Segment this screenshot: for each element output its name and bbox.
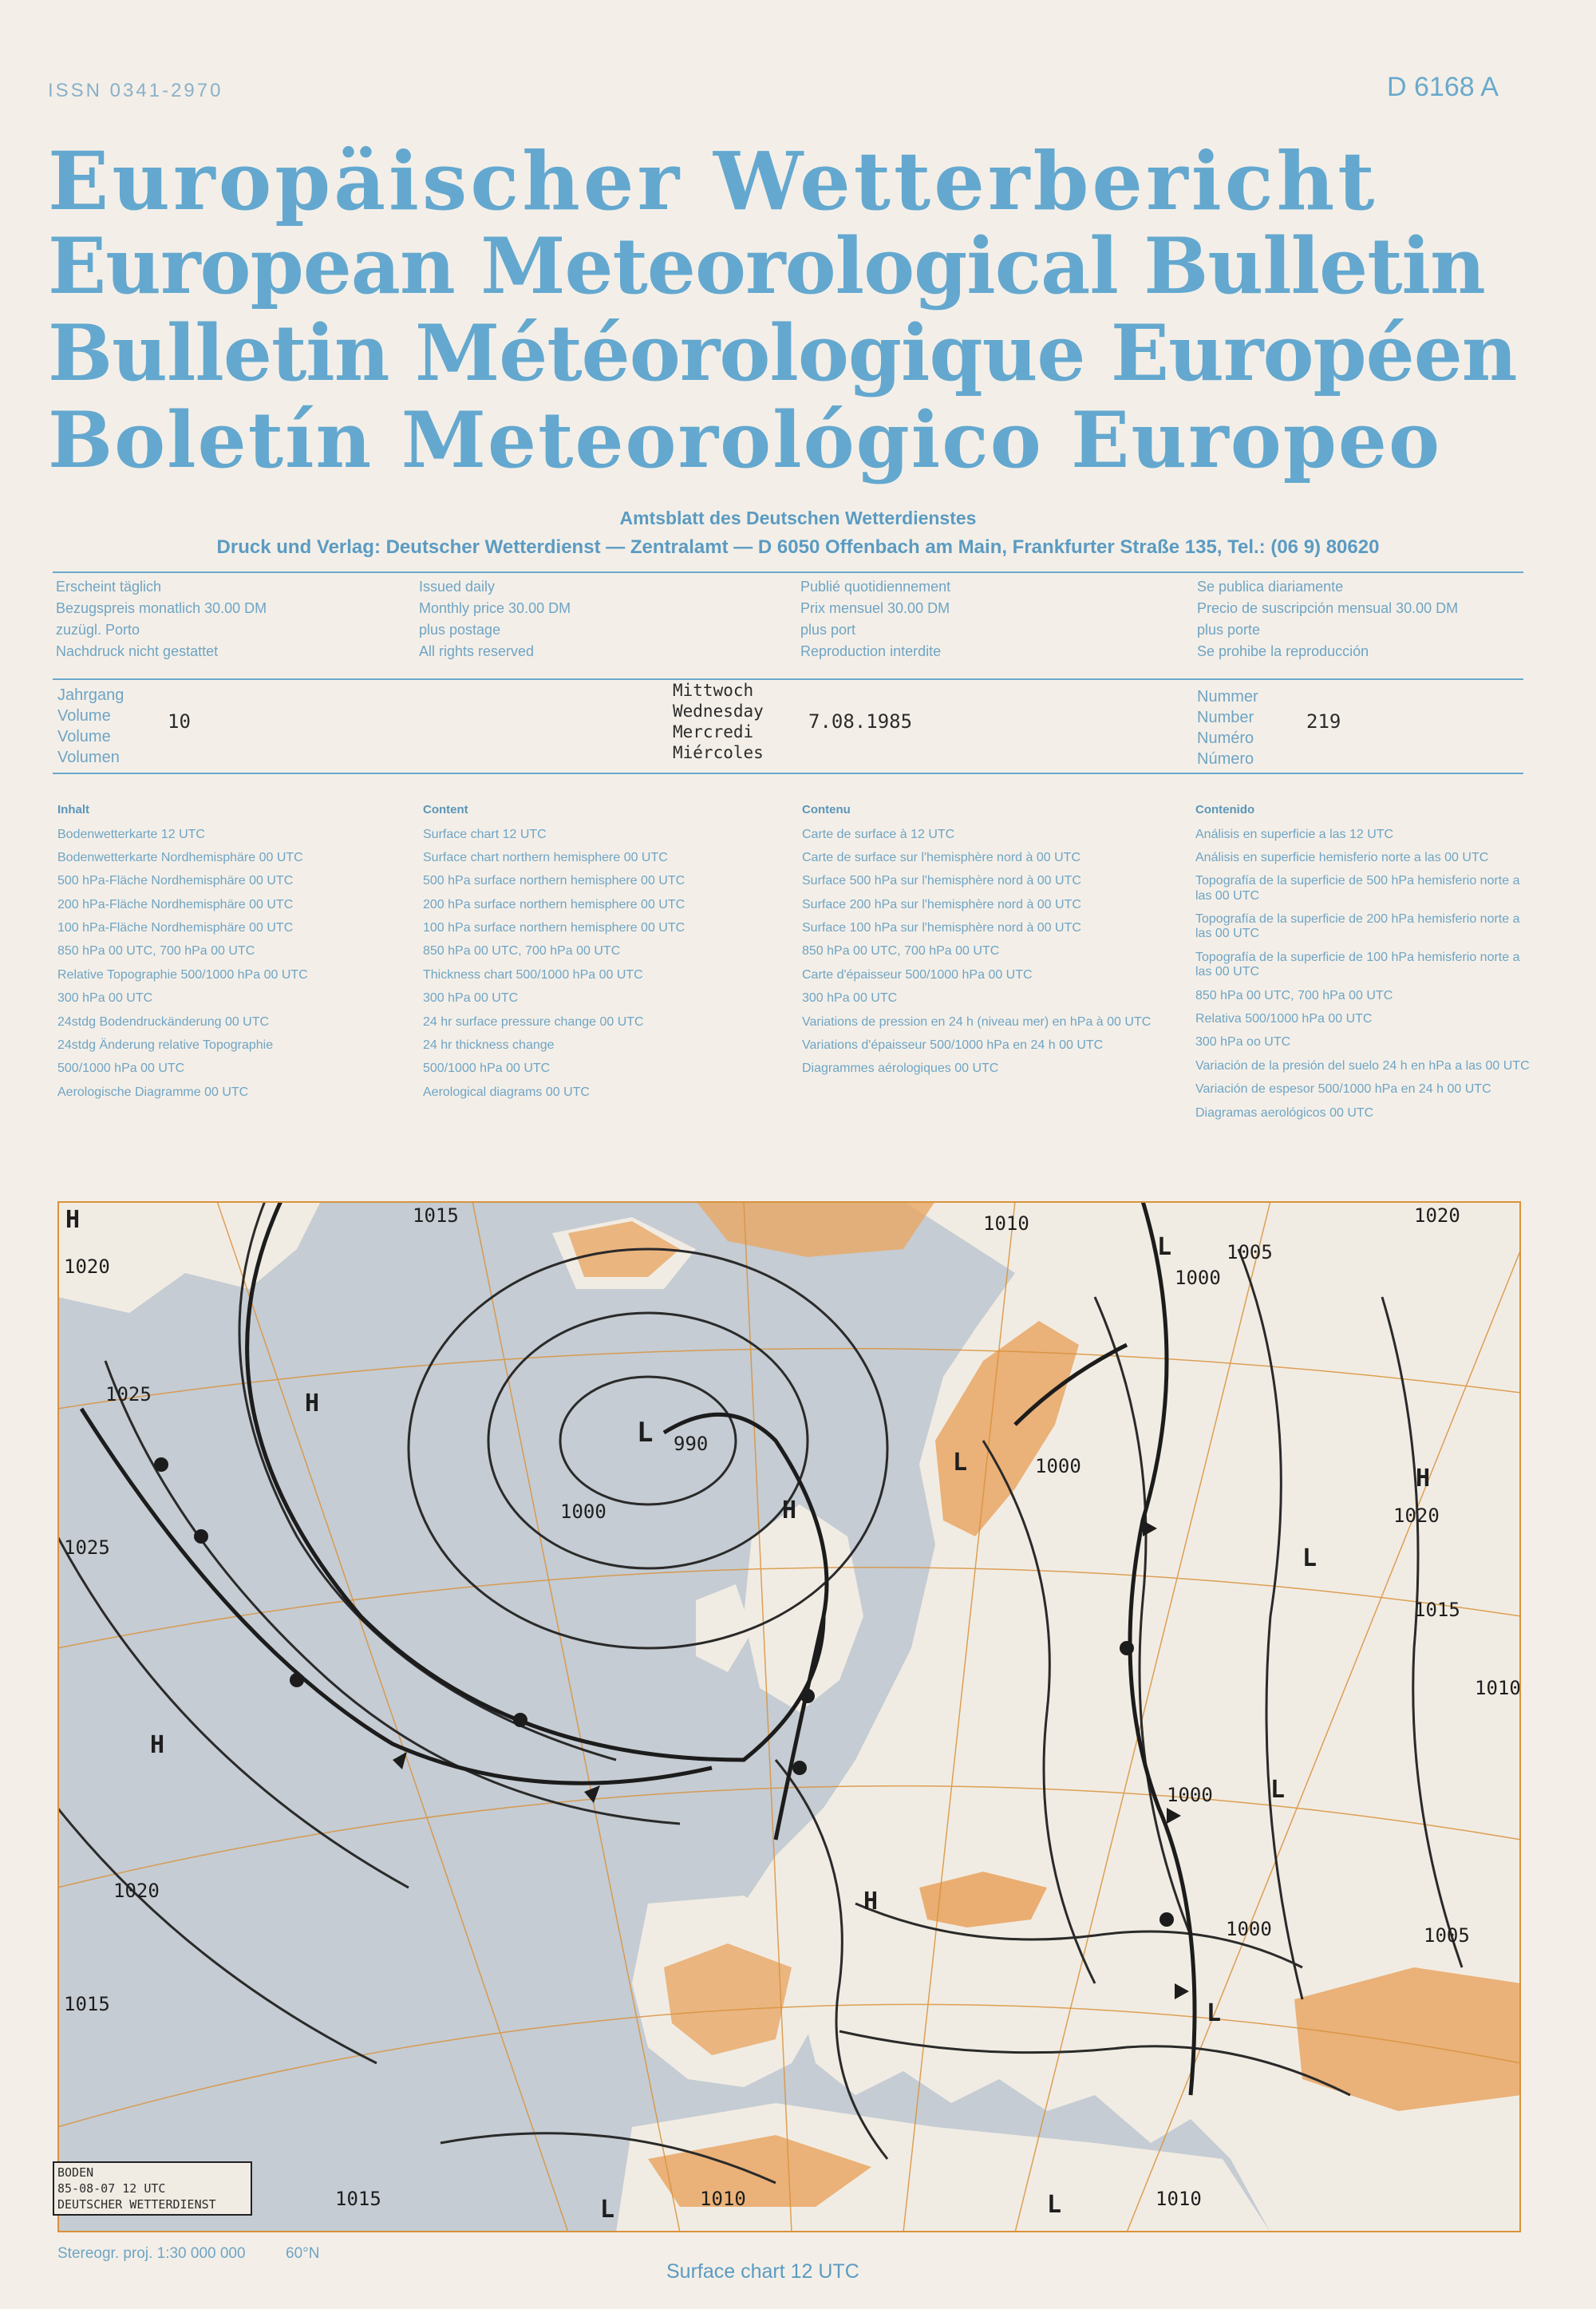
high-pressure-center: H <box>782 1497 797 1524</box>
isobar-label: 1020 <box>64 1255 110 1278</box>
low-pressure-center: L <box>1047 2191 1062 2219</box>
contents-item: Surface chart northern hemisphere 00 UTC <box>423 850 668 864</box>
contents-item: Análisis en superficie a las 12 UTC <box>1195 827 1394 841</box>
isobar-label: 1005 <box>1227 1241 1273 1263</box>
isobar-label: 1000 <box>1175 1267 1221 1289</box>
contents-item: Carte d'épaisseur 500/1000 hPa 00 UTC <box>802 967 1033 982</box>
isobar-label: 1005 <box>1424 1924 1470 1947</box>
isobar-label: 1025 <box>105 1383 152 1406</box>
title-german: Europäischer Wetterbericht <box>48 134 1378 228</box>
high-pressure-center: H <box>1416 1465 1431 1493</box>
contents-item: Diagrammes aérologiques 00 UTC <box>802 1062 999 1076</box>
high-pressure-center: H <box>305 1390 320 1417</box>
isobar-label: 1015 <box>64 1993 110 2015</box>
contents-column-english <box>423 798 758 1109</box>
day-labels: Mittwoch Wednesday Mercredi Miércoles <box>673 681 764 762</box>
isobar-label: 1015 <box>1414 1599 1460 1621</box>
contents-item: Aerological diagrams 00 UTC <box>423 1085 590 1099</box>
info-column-french: Publié quotidiennement Prix mensuel 30.00 DM plus port Reproduction interdite <box>800 579 951 659</box>
contents-item: Surface chart 12 UTC <box>423 827 547 841</box>
isobar-label: 1010 <box>1475 1677 1521 1699</box>
info-column-german: Erscheint täglich Bezugspreis monatlich 30.00 DM zuzügl. Porto Nachdruck nicht gestattet <box>56 579 267 659</box>
contents-item: Variación de la presión del suelo 24 h en hPa a las 00 UTC <box>1195 1058 1530 1073</box>
contents-item: Relative Topographie 500/1000 hPa 00 UTC <box>57 967 308 982</box>
contents-item: 850 hPa 00 UTC, 700 hPa 00 UTC <box>802 944 1000 959</box>
contents-item: Bodenwetterkarte 12 UTC <box>57 827 205 841</box>
contents-item: 500/1000 hPa 00 UTC <box>423 1062 551 1076</box>
contents-item: Variations d'épaisseur 500/1000 hPa en 24 h 00 UTC <box>802 1038 1104 1053</box>
isobar-label: 1020 <box>113 1880 160 1902</box>
contents-item: 24stdg Änderung relative Topographie <box>57 1038 274 1053</box>
contents-heading: Content <box>423 803 468 816</box>
contents-item: Variación de espesor 500/1000 hPa en 24 h 00 UTC <box>1195 1082 1491 1097</box>
contents-item: 850 hPa 00 UTC, 700 hPa 00 UTC <box>423 944 621 959</box>
contents-item: 500/1000 hPa 00 UTC <box>57 1062 185 1076</box>
low-pressure-center: L <box>953 1449 968 1477</box>
contents-item: 300 hPa 00 UTC <box>423 991 519 1006</box>
contents-item: 24 hr surface pressure change 00 UTC <box>423 1014 644 1029</box>
map-caption: Surface chart 12 UTC <box>666 2260 859 2283</box>
contents-item: Surface 100 hPa sur l'hemisphère nord à 00 UTC <box>802 921 1081 935</box>
publication-code: D 6168 A <box>1387 72 1499 102</box>
contents-item: Bodenwetterkarte Nordhemisphäre 00 UTC <box>57 850 303 864</box>
map-stamp: BODEN 85-08-07 12 UTC DEUTSCHER WETTERDIENST <box>53 2161 252 2216</box>
projection-label: Stereogr. proj. 1:30 000 000 <box>57 2245 246 2262</box>
title-spanish: Boletín Meteorológico Europeo <box>48 395 1441 485</box>
contents-item: 500 hPa-Fläche Nordhemisphäre 00 UTC <box>57 874 294 888</box>
low-pressure-center: L <box>1302 1544 1317 1572</box>
contents-item: Aerologische Diagramme 00 UTC <box>57 1085 249 1099</box>
isobar-label: 1000 <box>1226 1918 1272 1940</box>
low-pressure-center: L <box>637 1417 654 1449</box>
contents-heading: Contenu <box>802 803 851 816</box>
low-pressure-center: L <box>1157 1233 1172 1261</box>
issn-label: ISSN 0341-2970 <box>48 80 223 101</box>
contents-item: 200 hPa surface northern hemisphere 00 UTC <box>423 897 685 911</box>
low-pressure-center: L <box>1207 1999 1222 2027</box>
contents-item: 24stdg Bodendruckänderung 00 UTC <box>57 1014 270 1029</box>
contents-item: Topografía de la superficie de 100 hPa hemisferio norte a las 00 UTC <box>1195 950 1520 979</box>
contents-item: Thickness chart 500/1000 hPa 00 UTC <box>423 967 643 982</box>
contents-item: Surface 200 hPa sur l'hemisphère nord à 00 UTC <box>802 897 1081 911</box>
contents-item: Surface 500 hPa sur l'hemisphère nord à 00 UTC <box>802 874 1081 888</box>
contents-item: Carte de surface sur l'hemisphère nord à 00 UTC <box>802 850 1080 864</box>
contents-item: 100 hPa surface northern hemisphere 00 UTC <box>423 921 685 935</box>
number-labels: Nummer Number Numéro Número <box>1197 688 1258 768</box>
contents-column-french <box>802 798 1153 1085</box>
contents-item: Topografía de la superficie de 200 hPa hemisferio norte a las 00 UTC <box>1195 912 1520 941</box>
contents-item: 200 hPa-Fläche Nordhemisphäre 00 UTC <box>57 897 294 911</box>
contents-item: 300 hPa 00 UTC <box>802 991 898 1006</box>
info-column-english: Issued daily Monthly price 30.00 DM plus postage All rights reserved <box>419 579 571 659</box>
high-pressure-center: H <box>150 1731 165 1759</box>
isobar-label: 1015 <box>413 1204 459 1227</box>
title-english: European Meteorological Bulletin <box>48 221 1485 311</box>
contents-item: Relativa 500/1000 hPa 00 UTC <box>1195 1012 1373 1026</box>
isobar-label: 1010 <box>1156 2188 1202 2210</box>
contents-item: 300 hPa oo UTC <box>1195 1035 1291 1050</box>
isobar-label: 1010 <box>700 2188 746 2210</box>
isobar-label: 1000 <box>560 1500 606 1523</box>
volume-value: 10 <box>168 710 191 733</box>
contents-item: 100 hPa-Fläche Nordhemisphäre 00 UTC <box>57 921 294 935</box>
publisher-line-2: Druck und Verlag: Deutscher Wetterdienst — Zentralamt — D 6050 Offenbach am Main, Frankfurter Straße 135, Tel.: (06 9) 80620 <box>216 536 1380 558</box>
low-pressure-center: L <box>600 2196 615 2224</box>
isobar-label: 1020 <box>1393 1504 1440 1527</box>
volume-labels: Jahrgang Volume Volume Volumen <box>57 686 124 766</box>
publisher-line-1: Amtsblatt des Deutschen Wetterdienstes <box>619 508 977 528</box>
isobar-label: 990 <box>674 1433 709 1455</box>
issue-date: 7.08.1985 <box>808 710 913 733</box>
contents-column-spanish <box>1195 798 1539 1129</box>
isobar-label: 1010 <box>983 1212 1029 1235</box>
isobar-label: 1015 <box>335 2188 381 2210</box>
isobar-label: 1025 <box>64 1536 110 1559</box>
issue-number: 219 <box>1306 710 1341 733</box>
pressure-labels <box>57 1201 1521 2232</box>
latitude-label: 60°N <box>286 2245 320 2262</box>
isobar-label: 1000 <box>1167 1784 1213 1806</box>
contents-item: Variations de pression en 24 h (niveau mer) en hPa à 00 UTC <box>802 1014 1152 1029</box>
isobar-label: 1020 <box>1414 1204 1460 1227</box>
high-pressure-center: H <box>65 1206 81 1234</box>
contents-item: 850 hPa 00 UTC, 700 hPa 00 UTC <box>57 944 255 959</box>
contents-item: Diagramas aerológicos 00 UTC <box>1195 1105 1374 1120</box>
contents-item: 24 hr thickness change <box>423 1038 555 1053</box>
contents-column-german <box>57 798 377 1109</box>
contents-item: Carte de surface à 12 UTC <box>802 827 955 841</box>
title-french: Bulletin Météorologique Européen <box>48 308 1517 398</box>
contents-item: 300 hPa 00 UTC <box>57 991 153 1006</box>
high-pressure-center: H <box>863 1888 879 1916</box>
info-column-spanish: Se publica diariamente Precio de suscripción mensual 30.00 DM plus porte Se prohibe la reproducción <box>1197 579 1459 659</box>
low-pressure-center: L <box>1270 1776 1286 1804</box>
contents-item: Análisis en superficie hemisferio norte a las 00 UTC <box>1195 850 1489 864</box>
contents-item: 850 hPa 00 UTC, 700 hPa 00 UTC <box>1195 988 1393 1002</box>
contents-item: Topografía de la superficie de 500 hPa hemisferio norte a las 00 UTC <box>1195 874 1520 903</box>
contents-heading: Inhalt <box>57 803 89 816</box>
contents-item: 500 hPa surface northern hemisphere 00 UTC <box>423 874 685 888</box>
isobar-label: 1000 <box>1035 1455 1081 1477</box>
contents-heading: Contenido <box>1195 803 1255 816</box>
